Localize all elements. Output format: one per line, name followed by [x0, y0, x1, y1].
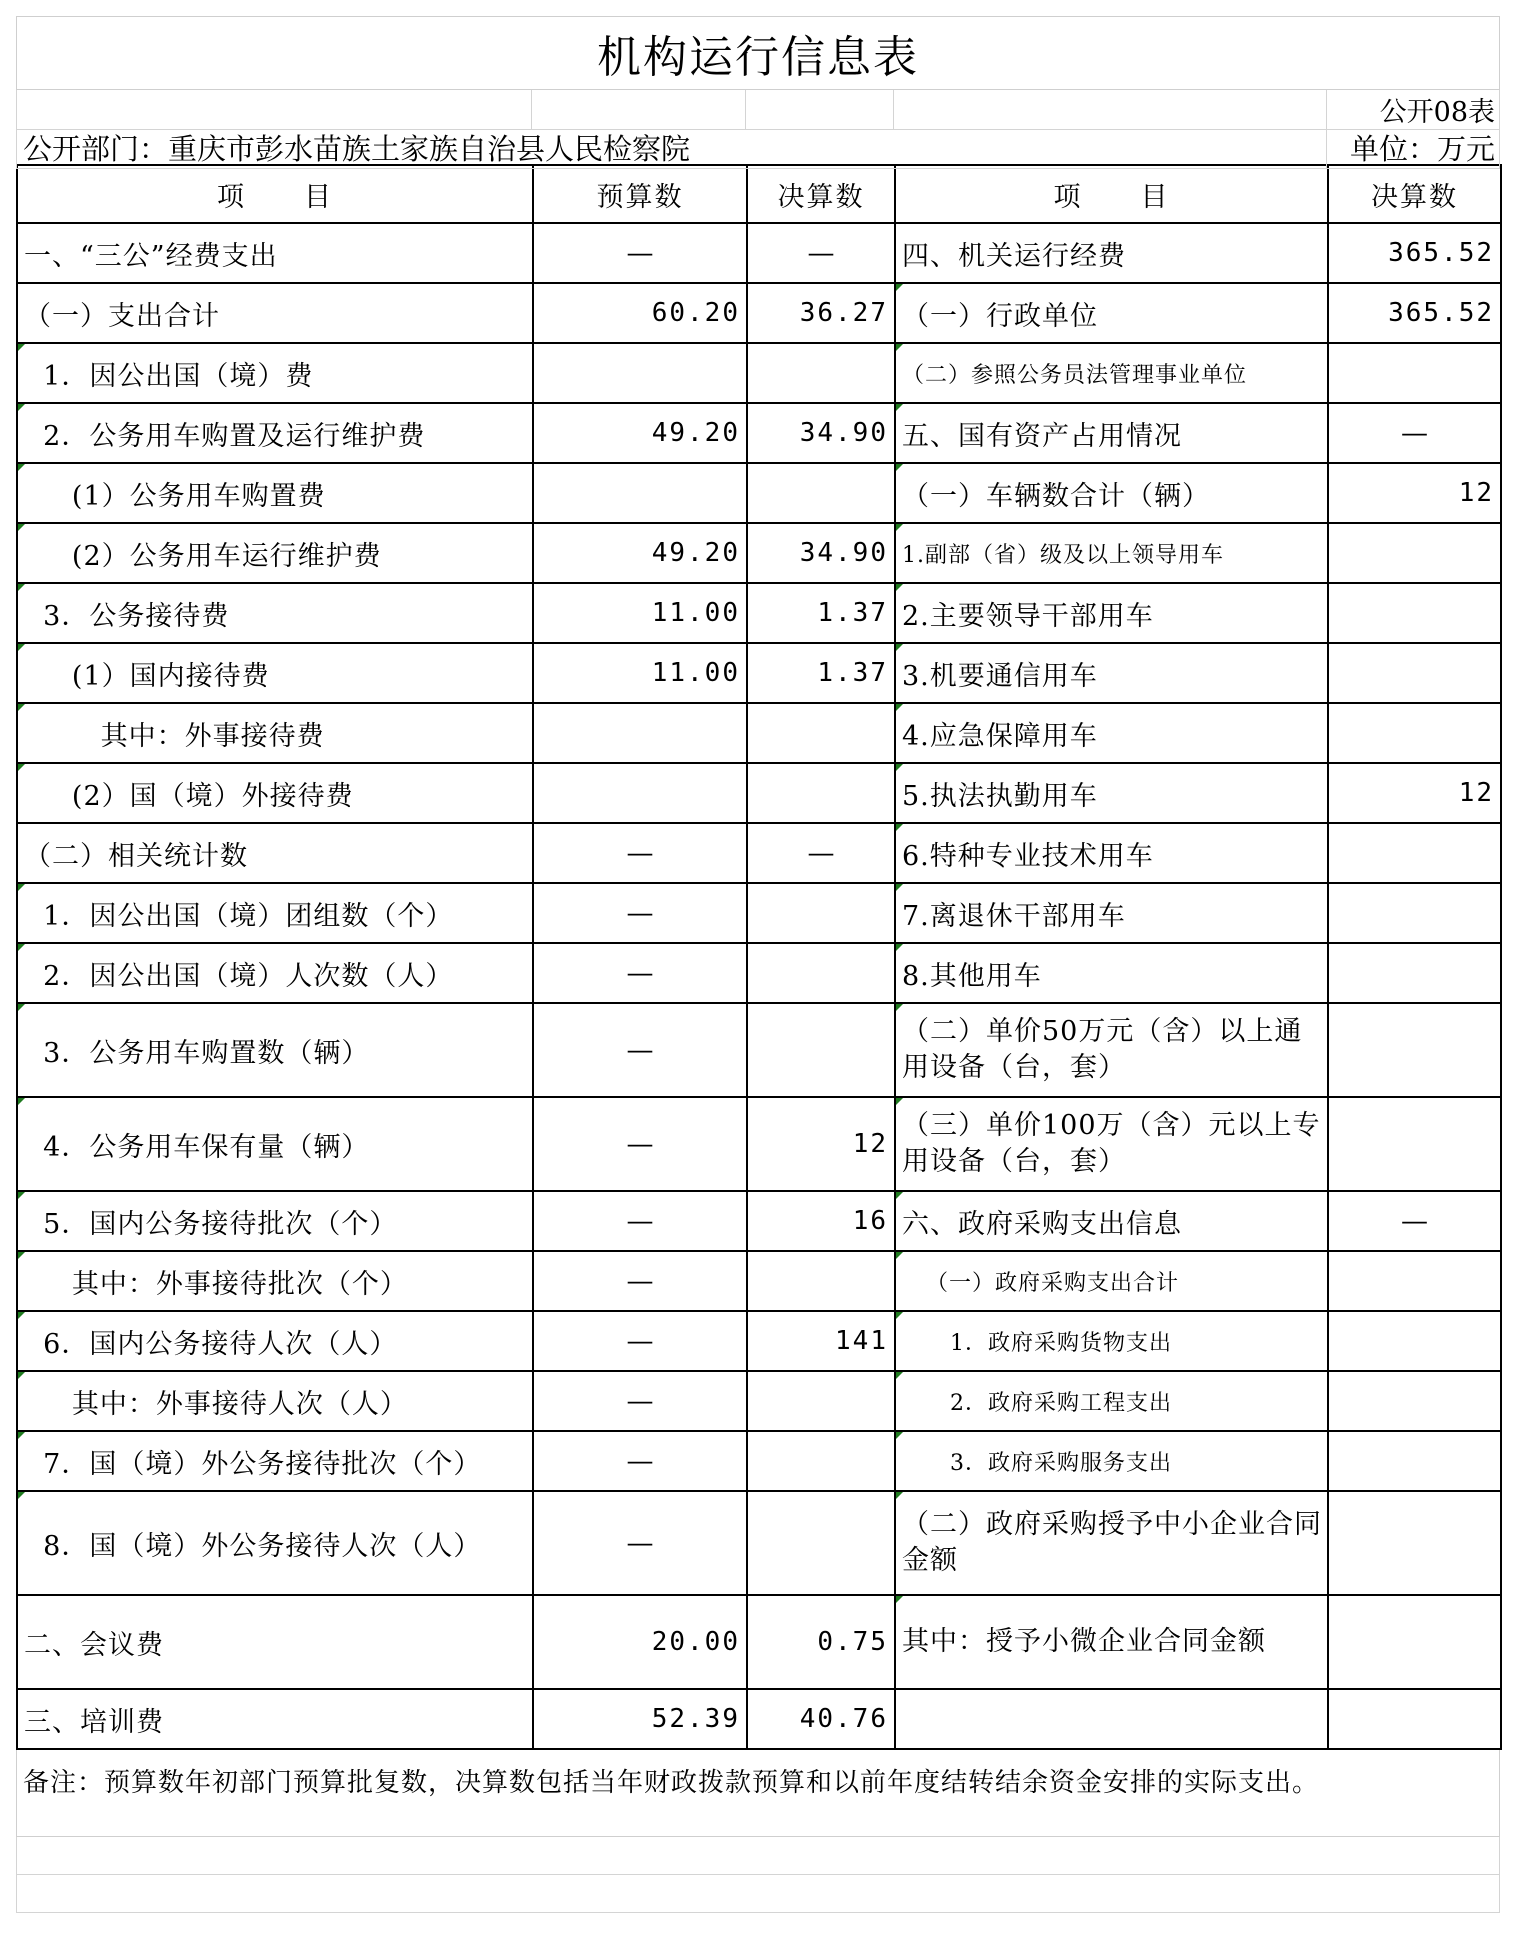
meta-row-code	[16, 90, 1500, 127]
row-right-final	[1328, 1491, 1501, 1595]
row-right-item: 3．政府采购服务支出	[895, 1431, 1328, 1491]
row-right-final: 365.52	[1328, 223, 1501, 283]
row-budget: 11.00	[533, 643, 747, 703]
row-right-item: 1.副部（省）级及以上领导用车	[895, 523, 1328, 583]
row-right-final	[1328, 583, 1501, 643]
row-right-item: 2.主要领导干部用车	[895, 583, 1328, 643]
row-left-item: 4．公务用车保有量（辆）	[17, 1097, 533, 1191]
row-right-item: 五、国有资产占用情况	[895, 403, 1328, 463]
table-row	[17, 343, 1501, 403]
row-right-item: （一）车辆数合计（辆）	[895, 463, 1328, 523]
row-left-item: (2）公务用车运行维护费	[17, 523, 533, 583]
row-budget: 60.20	[533, 283, 747, 343]
row-right-item: （二）单价50万元（含）以上通用设备（台，套）	[895, 1003, 1328, 1097]
row-budget: 49.20	[533, 403, 747, 463]
cell-marker-icon	[18, 1492, 25, 1499]
row-left-item: 一、“三公”经费支出	[17, 223, 533, 283]
row-right-final: 365.52	[1328, 283, 1501, 343]
table-row	[17, 1431, 1501, 1491]
table-row	[17, 523, 1501, 583]
row-final	[747, 1491, 895, 1595]
row-left-item: 3．公务接待费	[17, 583, 533, 643]
table-row	[17, 703, 1501, 763]
header-left-item: 项 目	[17, 165, 533, 223]
row-left-item: 8．国（境）外公务接待人次（人）	[17, 1491, 533, 1595]
row-right-item: 1．政府采购货物支出	[895, 1311, 1328, 1371]
row-final	[747, 703, 895, 763]
row-left-item: 1．因公出国（境）费	[17, 343, 533, 403]
row-right-final	[1328, 1689, 1501, 1749]
row-final: —	[747, 823, 895, 883]
table-row	[17, 1191, 1501, 1251]
cell-marker-icon	[896, 1312, 903, 1319]
row-right-item: （一）行政单位	[895, 283, 1328, 343]
row-final	[747, 943, 895, 1003]
row-left-item: 二、会议费	[17, 1595, 533, 1689]
cell-marker-icon	[896, 1004, 903, 1011]
row-right-item: （二）参照公务员法管理事业单位	[895, 343, 1328, 403]
cell-marker-icon	[18, 584, 25, 591]
row-budget: —	[533, 1371, 747, 1431]
row-final: 36.27	[747, 283, 895, 343]
row-budget: —	[533, 1097, 747, 1191]
row-budget: —	[533, 823, 747, 883]
cell-marker-icon	[896, 464, 903, 471]
footnote: 备注：预算数年初部门预算批复数，决算数包括当年财政拨款预算和以前年度结转结余资金安排的实际支出。	[16, 1750, 1500, 1837]
row-right-item: （二）政府采购授予中小企业合同金额	[895, 1491, 1328, 1595]
header-right-final: 决算数	[1328, 165, 1501, 223]
cell-marker-icon	[896, 404, 903, 411]
row-right-final: —	[1328, 403, 1501, 463]
row-left-item: 6．国内公务接待人次（人）	[17, 1311, 533, 1371]
cell-marker-icon	[18, 524, 25, 531]
row-budget: 20.00	[533, 1595, 747, 1689]
cell-marker-icon	[896, 1492, 903, 1499]
row-final: 0.75	[747, 1595, 895, 1689]
row-right-item: 四、机关运行经费	[895, 223, 1328, 283]
cell-marker-icon	[896, 1098, 903, 1105]
row-budget: —	[533, 1491, 747, 1595]
row-right-item: （一）政府采购支出合计	[895, 1251, 1328, 1311]
table-row	[17, 943, 1501, 1003]
table-row	[17, 1689, 1501, 1749]
row-right-final	[1328, 703, 1501, 763]
row-right-item: 4.应急保障用车	[895, 703, 1328, 763]
row-right-item: 5.执法执勤用车	[895, 763, 1328, 823]
header-row	[17, 165, 1501, 223]
table-row	[17, 1251, 1501, 1311]
row-left-item: 3．公务用车购置数（辆）	[17, 1003, 533, 1097]
row-right-final	[1328, 1431, 1501, 1491]
table-row	[17, 643, 1501, 703]
cell-marker-icon	[896, 764, 903, 771]
report-sheet	[16, 16, 1500, 1913]
row-budget: —	[533, 1311, 747, 1371]
row-budget: —	[533, 883, 747, 943]
row-budget: 52.39	[533, 1689, 747, 1749]
table-row	[17, 583, 1501, 643]
table-row	[17, 823, 1501, 883]
row-final	[747, 343, 895, 403]
row-left-item: 2．公务用车购置及运行维护费	[17, 403, 533, 463]
row-left-item: 1．因公出国（境）团组数（个）	[17, 883, 533, 943]
row-left-item: 其中：外事接待费	[17, 703, 533, 763]
row-left-item: 7．国（境）外公务接待批次（个）	[17, 1431, 533, 1491]
row-right-final: 12	[1328, 763, 1501, 823]
table-row	[17, 1371, 1501, 1431]
row-final	[747, 463, 895, 523]
cell-marker-icon	[18, 1004, 25, 1011]
row-final: 34.90	[747, 523, 895, 583]
row-left-item: (1）公务用车购置费	[17, 463, 533, 523]
table-row	[17, 403, 1501, 463]
row-budget	[533, 763, 747, 823]
cell-marker-icon	[896, 1372, 903, 1379]
row-right-final	[1328, 883, 1501, 943]
table-body	[17, 223, 1501, 1749]
table-row	[17, 1311, 1501, 1371]
cell-marker-icon	[896, 524, 903, 531]
cell-marker-icon	[18, 764, 25, 771]
row-left-item: 三、培训费	[17, 1689, 533, 1749]
header-budget: 预算数	[533, 165, 747, 223]
report-title: 机构运行信息表	[16, 16, 1500, 90]
row-left-item: 其中：外事接待人次（人）	[17, 1371, 533, 1431]
row-budget: —	[533, 223, 747, 283]
row-right-final	[1328, 1595, 1501, 1689]
row-budget: —	[533, 1251, 747, 1311]
table-row	[17, 883, 1501, 943]
cell-marker-icon	[18, 464, 25, 471]
row-left-item: (2）国（境）外接待费	[17, 763, 533, 823]
row-budget: —	[533, 1431, 747, 1491]
row-budget: —	[533, 1191, 747, 1251]
cell-marker-icon	[18, 1372, 25, 1379]
row-right-final	[1328, 1251, 1501, 1311]
cell-marker-icon	[18, 404, 25, 411]
table-row	[17, 1003, 1501, 1097]
row-final: —	[747, 223, 895, 283]
row-budget: 11.00	[533, 583, 747, 643]
cell-marker-icon	[18, 1192, 25, 1199]
row-final: 40.76	[747, 1689, 895, 1749]
row-final	[747, 763, 895, 823]
row-final: 34.90	[747, 403, 895, 463]
table-row	[17, 763, 1501, 823]
table-row	[17, 1491, 1501, 1595]
cell-marker-icon	[896, 704, 903, 711]
row-right-final	[1328, 523, 1501, 583]
row-right-item: 6.特种专业技术用车	[895, 823, 1328, 883]
meta-row-dept	[16, 127, 1500, 164]
row-right-item	[895, 1689, 1328, 1749]
row-final: 12	[747, 1097, 895, 1191]
row-right-item: 7.离退休干部用车	[895, 883, 1328, 943]
row-budget: 49.20	[533, 523, 747, 583]
cell-marker-icon	[896, 284, 903, 291]
cell-marker-icon	[896, 344, 903, 351]
row-final	[747, 883, 895, 943]
row-right-item: 8.其他用车	[895, 943, 1328, 1003]
row-final: 1.37	[747, 643, 895, 703]
table-row	[17, 1595, 1501, 1689]
row-right-final	[1328, 823, 1501, 883]
row-right-item: 2．政府采购工程支出	[895, 1371, 1328, 1431]
cell-marker-icon	[18, 1312, 25, 1319]
row-right-final	[1328, 643, 1501, 703]
cell-marker-icon	[896, 824, 903, 831]
table-code: 公开08表	[1327, 90, 1500, 130]
row-right-item: 3.机要通信用车	[895, 643, 1328, 703]
cell-marker-icon	[896, 1192, 903, 1199]
cell-marker-icon	[18, 1098, 25, 1105]
row-budget	[533, 463, 747, 523]
row-right-final	[1328, 1003, 1501, 1097]
header-final: 决算数	[747, 165, 895, 223]
cell-marker-icon	[18, 944, 25, 951]
row-final	[747, 1003, 895, 1097]
row-budget	[533, 343, 747, 403]
row-budget	[533, 703, 747, 763]
cell-marker-icon	[896, 1596, 903, 1603]
blank-row	[16, 1875, 1500, 1913]
cell-marker-icon	[18, 1432, 25, 1439]
cell-marker-icon	[18, 344, 25, 351]
row-right-item: 六、政府采购支出信息	[895, 1191, 1328, 1251]
row-left-item: 5．国内公务接待批次（个）	[17, 1191, 533, 1251]
row-right-final: —	[1328, 1191, 1501, 1251]
row-right-final	[1328, 1311, 1501, 1371]
cell-marker-icon	[896, 644, 903, 651]
row-budget: —	[533, 1003, 747, 1097]
row-left-item: （一）支出合计	[17, 283, 533, 343]
row-left-item: (1）国内接待费	[17, 643, 533, 703]
row-left-item: 其中：外事接待批次（个）	[17, 1251, 533, 1311]
cell-marker-icon	[18, 884, 25, 891]
department-label: 公开部门：重庆市彭水苗族土家族自治县人民检察院	[16, 127, 1327, 169]
cell-marker-icon	[18, 704, 25, 711]
row-budget: —	[533, 943, 747, 1003]
table-row	[17, 223, 1501, 283]
row-left-item: 2．因公出国（境）人次数（人）	[17, 943, 533, 1003]
row-final	[747, 1251, 895, 1311]
row-right-final	[1328, 943, 1501, 1003]
row-right-final	[1328, 1097, 1501, 1191]
row-right-final: 12	[1328, 463, 1501, 523]
table-row	[17, 283, 1501, 343]
cell-marker-icon	[896, 1252, 903, 1259]
cell-marker-icon	[18, 644, 25, 651]
row-left-item: （二）相关统计数	[17, 823, 533, 883]
cell-marker-icon	[896, 1432, 903, 1439]
cell-marker-icon	[896, 584, 903, 591]
row-final	[747, 1371, 895, 1431]
unit-label: 单位：万元	[1327, 127, 1500, 169]
blank-row	[16, 1837, 1500, 1875]
row-final: 1.37	[747, 583, 895, 643]
header-right-item: 项 目	[895, 165, 1328, 223]
row-right-final	[1328, 1371, 1501, 1431]
cell-marker-icon	[896, 944, 903, 951]
cell-marker-icon	[896, 884, 903, 891]
row-final: 141	[747, 1311, 895, 1371]
table-row	[17, 1097, 1501, 1191]
row-right-item: 其中：授予小微企业合同金额	[895, 1595, 1328, 1689]
row-right-item: （三）单价100万（含）元以上专用设备（台，套）	[895, 1097, 1328, 1191]
row-final: 16	[747, 1191, 895, 1251]
row-right-final	[1328, 343, 1501, 403]
cell-marker-icon	[18, 1252, 25, 1259]
row-final	[747, 1431, 895, 1491]
info-table	[16, 164, 1502, 1750]
table-row	[17, 463, 1501, 523]
